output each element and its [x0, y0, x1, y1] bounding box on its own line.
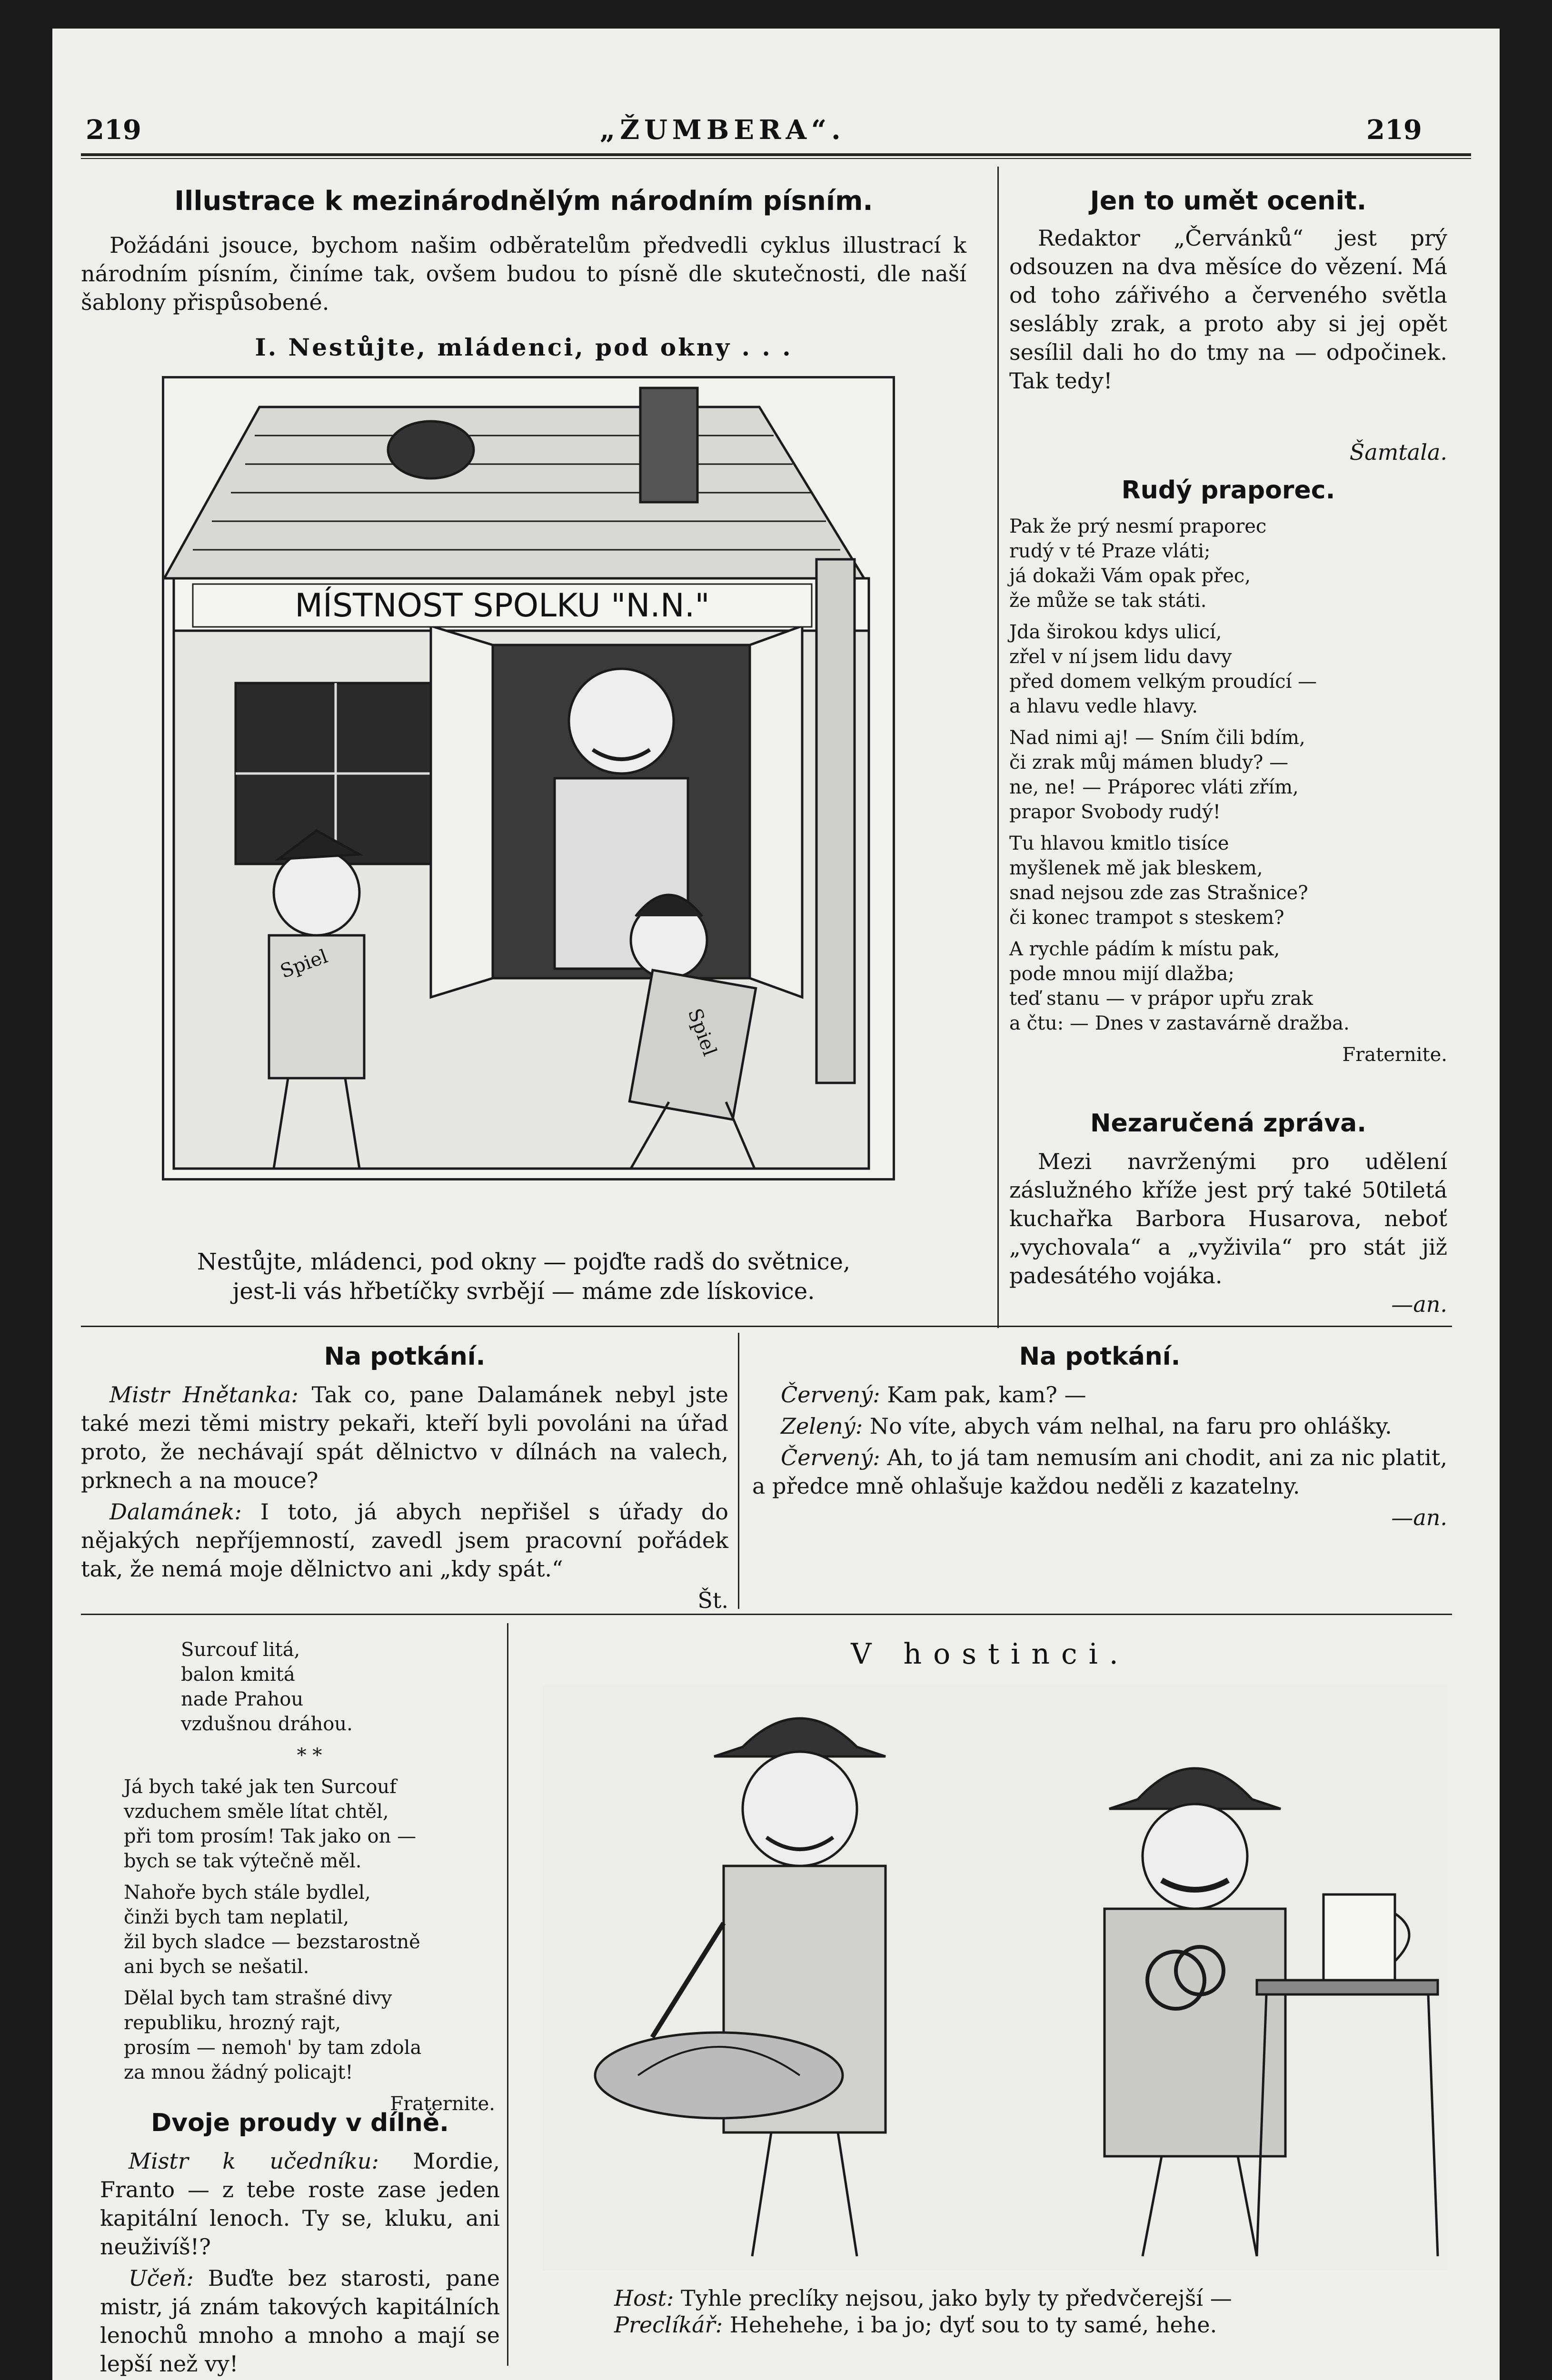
surcouf-signature: Fraternite. — [390, 2093, 495, 2115]
speaker-label: Dalamánek: — [109, 1499, 242, 1525]
speaker-label: Červený: — [781, 1445, 880, 1470]
header-rule-thin — [81, 158, 1471, 159]
surcouf-poem — [124, 1637, 495, 2116]
speech-text: Mordie, Franto — z tebe roste zase jeden kapitální lenoch. Ty se, kluku, ani neuživíš!? — [100, 2148, 500, 2260]
illustration-caption-line-2: jest-li vás hřbetíčky svrbějí — máme zde lískovice. — [232, 1278, 815, 1305]
speaker-label: Učeň: — [129, 2265, 194, 2291]
dvoje-proudy-dialogue — [100, 2147, 500, 2380]
illustration-tavern-scene — [543, 1685, 1447, 2271]
speaker-label: Host: — [614, 2285, 674, 2311]
potkani-left-title: Na potkání. — [324, 1342, 486, 1371]
jen-to-text: Redaktor „Červánků“ jest prý odsouzen na dva měsíce do vězení. Má od toho zářivého a červeného světla seslábly zrak, a proto aby si jej opět sesílil dali ho do tmy na — odpočinek. Tak tedy! — [1009, 225, 1447, 394]
poem-stanza: Dělal bych tam strašné divy republiku, hrozný rajt, prosím — nemoh' by tam zdola za mnou žádný policajt! — [124, 1987, 422, 2083]
poem-stanza: Surcouf litá, balon kmitá nade Prahou vzdušnou dráhou. — [181, 1639, 353, 1735]
potkani-right-signature: —an. — [1391, 1505, 1447, 1530]
speaker-label: Červený: — [781, 1382, 880, 1408]
rudy-praporec-title: Rudý praporec. — [1121, 476, 1335, 505]
speech-text: Tyhle preclíky nejsou, jako byly ty předvčerejší — — [681, 2285, 1232, 2311]
badge-left-text: Spiel — [277, 945, 331, 983]
illustration-caption-line-1: Nestůjte, mládenci, pod okny — pojďte radš do světnice, — [197, 1249, 851, 1275]
speech-text: Kam pak, kam? — — [887, 1382, 1086, 1408]
poem-stanza: Jda širokou kdys ulicí, zřel v ní jsem lidu davy před domem velkým proudící — a hlavu vedle hlavy. — [1009, 621, 1317, 717]
rudy-praporec-poem — [1009, 514, 1447, 1067]
page-number-left: 219 — [86, 114, 141, 146]
speech-text: Buďte bez starosti, pane mistr, já znám takových kapitálních lenochů mnoho a mnoho a mají se lepší než vy! — [100, 2265, 500, 2377]
stars-separator: * * — [297, 1745, 322, 1766]
poem-stanza: A rychle pádím k místu pak, pode mnou mijí dlažba; teď stanu — v prápor upřu zrak a čtu: — Dnes v zastavárně dražba. — [1009, 938, 1350, 1034]
potkani-right-dialogue — [752, 1380, 1447, 1532]
nezarucena-text: Mezi navrženými pro udělení záslužného kříže jest prý také 50tiletá kuchařka Barbora Husarova, neboť „vychovala“ a „vyživila“ pro stát již padesátého vojáka. — [1009, 1149, 1447, 1289]
poem-stanza: Já bych také jak ten Surcouf vzduchem směle lítat chtěl, při tom prosím! Tak jako on — bych se tak výtečně měl. — [124, 1776, 417, 1872]
nezarucena-signature: —an. — [1391, 1291, 1447, 1317]
speaker-label: Mistr Hnětanka: — [109, 1382, 298, 1408]
dvoje-proudy-title: Dvoje proudy v dílně. — [151, 2109, 449, 2137]
illustration-window-scene — [162, 376, 895, 1180]
speech-text: Ah, to já tam nemusím ani chodit, ani za nic platit, a předce mně ohlašuje každou neděli z kazatelny. — [752, 1445, 1447, 1499]
tavern-scene-drawing — [543, 1685, 1447, 2271]
poem-stanza: Nahoře bych stále bydlel, činži bych tam neplatil, žil bych sladce — bezstarostně ani bych se nešatil. — [124, 1882, 420, 1978]
potkani-left-signature: Št. — [697, 1587, 728, 1613]
speaker-label: Mistr k učedníku: — [129, 2148, 379, 2174]
speech-text: I toto, já abych nepřišel s úřady do nějakých nepříjemností, zavedl jsem pracovní pořádek tak, že nemá moje dělnictvo ani „kdy spát.“ — [81, 1499, 729, 1582]
speech-text: Hehehehe, i ba jo; dyť sou to ty samé, hehe. — [729, 2312, 1217, 2338]
masthead: „ŽUMBERA“. — [600, 114, 846, 146]
hostinec-title: V hostinci. — [851, 1637, 1130, 1671]
section-divider-1 — [81, 1326, 1452, 1327]
speaker-label: Zelený: — [781, 1413, 863, 1439]
header-rule — [81, 153, 1471, 156]
nezarucena-title: Nezaručená zpráva. — [1090, 1109, 1367, 1138]
newspaper-page — [52, 29, 1500, 2380]
jen-to-signature: Šamtala. — [1349, 439, 1447, 465]
column-divider-mid — [738, 1333, 739, 1609]
hostinec-caption — [614, 2285, 1452, 2338]
speaker-label: Preclíkář: — [614, 2312, 723, 2338]
column-divider-bottom — [507, 1623, 508, 2366]
column-divider-top — [997, 167, 999, 1328]
badge-right-text: Spiel — [683, 1005, 721, 1059]
poem-stanza: Tu hlavou kmitlo tisíce myšlenek mě jak bleskem, snad nejsou zde zas Strašnice? či konec trampot s steskem? — [1009, 833, 1308, 929]
potkani-right-title: Na potkání. — [1019, 1342, 1181, 1371]
rudy-praporec-signature: Fraternite. — [1342, 1044, 1447, 1066]
illustrace-intro: Požádáni jsouce, bychom našim odběratelům předvedli cyklus illustrací k národním písním, činíme tak, ovšem budou to písně dle skutečnosti, dle naší šablony přispůsobené. — [81, 232, 966, 315]
illustrace-subtitle: I. Nestůjte, mládenci, pod okny . . . — [255, 333, 793, 361]
speech-text: No víte, abych vám nelhal, na faru pro ohlášky. — [869, 1413, 1392, 1439]
window-scene-drawing — [164, 378, 893, 1178]
speech-text: Tak co, pane Dalamánek nebyl jste také mezi těmi mistry pekaři, kteří byli povoláni na úřad proto, že nechávají spát dělnictvo v dílnách na valech, prknech a na mouce? — [81, 1382, 729, 1493]
poem-stanza: Nad nimi aj! — Sním čili bdím, či zrak můj mámen bludy? — ne, ne! — Práporec vláti zřím, prapor Svobody rudý! — [1009, 727, 1305, 823]
page-number-right: 219 — [1366, 114, 1422, 146]
illustrace-title: Illustrace k mezinárodnělým národním písním. — [174, 186, 873, 217]
potkani-left-dialogue — [81, 1380, 728, 1615]
poem-stanza: Pak že prý nesmí praporec rudý v té Praze vláti; já dokaži Vám opak přec, že může se tak státi. — [1009, 516, 1267, 612]
jen-to-title: Jen to umět ocenit. — [1090, 186, 1367, 216]
shop-sign-text: MÍSTNOST SPOLKU "N.N." — [295, 587, 710, 625]
